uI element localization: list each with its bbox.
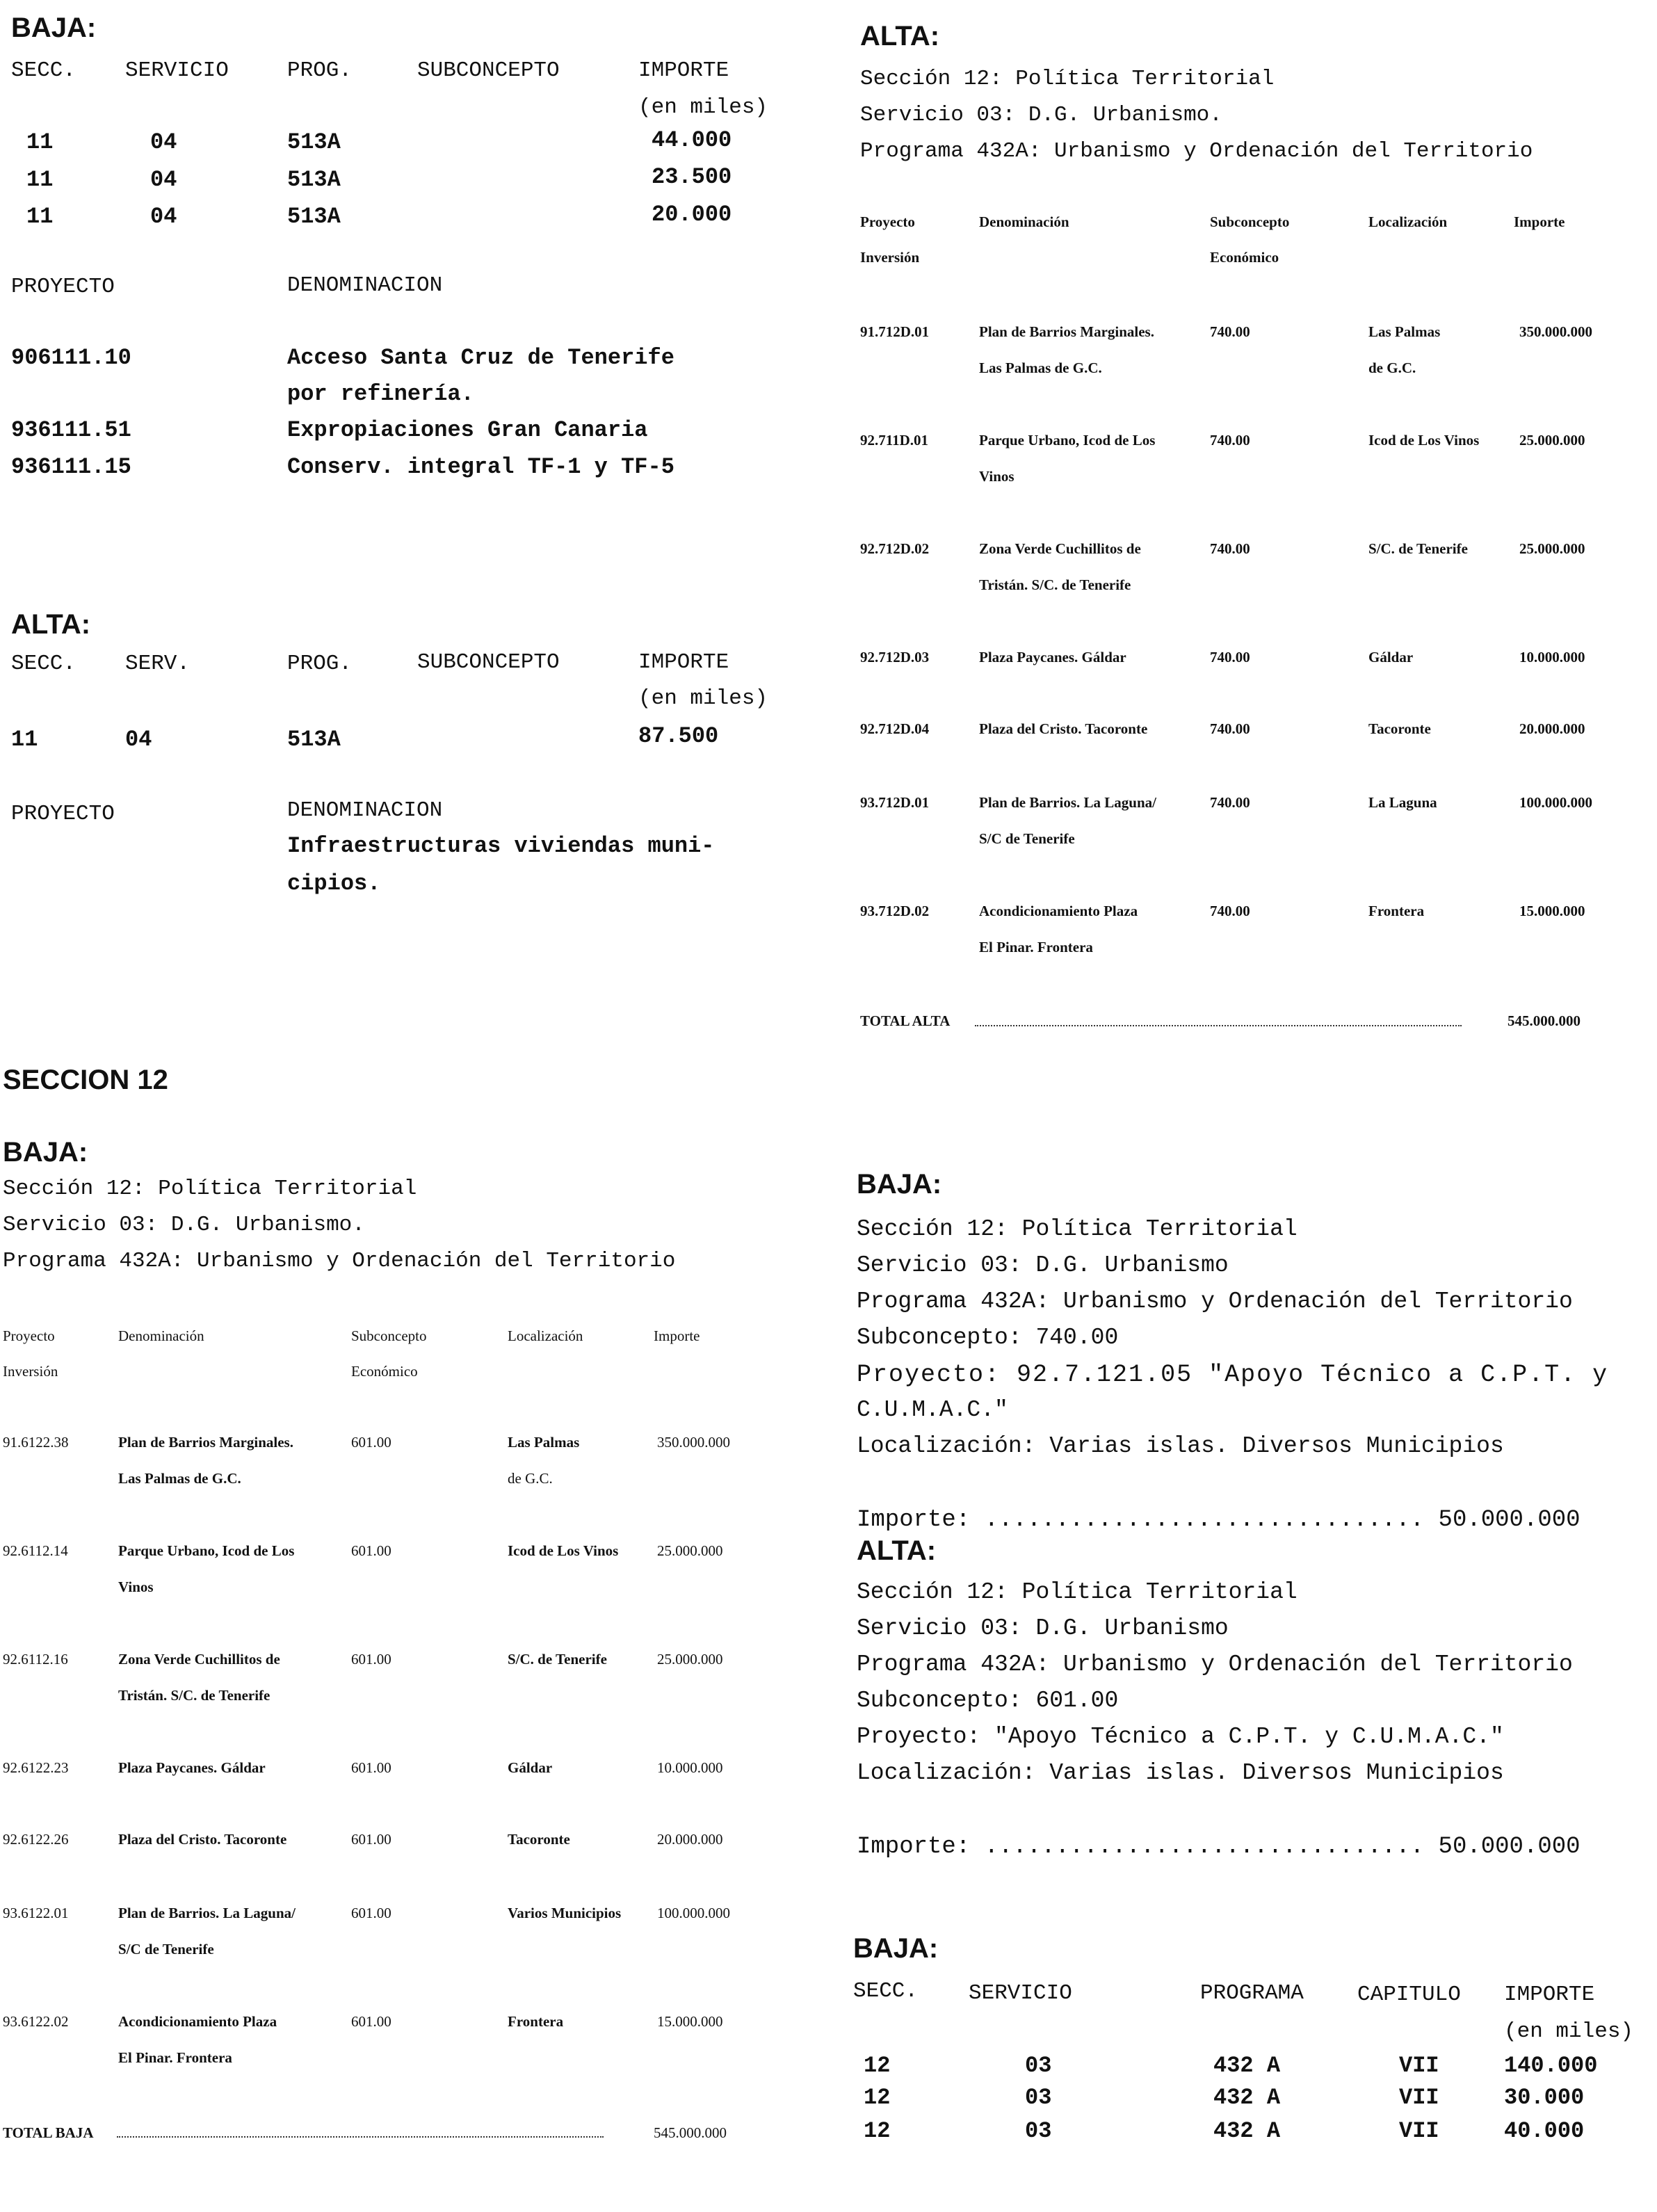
cell-localizacion: de G.C. (1368, 360, 1416, 376)
total-leader (975, 1025, 1462, 1026)
denominacion-label: DENOMINACION (287, 273, 443, 298)
cell-secc: 11 (26, 129, 54, 155)
cell-subconcepto: 601.00 (351, 1831, 391, 1848)
detail-line: Programa 432A: Urbanismo y Ordenación del Territorio (857, 1652, 1573, 1677)
col-header-secc: SECC. (11, 652, 76, 676)
programa-line: Programa 432A: Urbanismo y Ordenación del Territorio (860, 139, 1533, 163)
cell-localizacion: Gáldar (508, 1759, 553, 1776)
cell-denominacion: Vinos (979, 468, 1015, 485)
cell-localizacion: Icod de Los Vinos (1368, 432, 1480, 449)
cell-secc: 11 (26, 167, 54, 193)
cell-denominacion: Plaza Paycanes. Gáldar (118, 1759, 266, 1776)
baja-heading: BAJA: (3, 1137, 88, 1168)
col-header-importe: IMPORTE (638, 650, 729, 675)
cell-proyecto: 92.712D.03 (860, 649, 930, 665)
cell-importe: 350.000.000 (657, 1434, 730, 1451)
cell-denominacion: Zona Verde Cuchillitos de (979, 540, 1141, 557)
th-denominacion: Denominación (979, 213, 1069, 230)
cell-serv: 03 (1025, 2085, 1052, 2110)
cell-proyecto: 93.712D.01 (860, 794, 930, 811)
col-header-units: (en miles) (638, 95, 768, 120)
col-header-servicio: SERVICIO (125, 58, 229, 83)
cell-denominacion: Zona Verde Cuchillitos de (118, 1651, 280, 1668)
cell-denominacion: Parque Urbano, Icod de Los (118, 1542, 295, 1559)
th-localizacion: Localización (1368, 213, 1448, 230)
alta-heading: ALTA: (857, 1535, 937, 1566)
cell-localizacion: Las Palmas (1368, 323, 1441, 340)
detail-line: Subconcepto: 740.00 (857, 1325, 1119, 1350)
cell-denominacion: Las Palmas de G.C. (979, 360, 1102, 376)
col-header-servicio: SERVICIO (969, 1981, 1072, 2005)
th-economico: Económico (1210, 249, 1279, 266)
baja-heading: BAJA: (11, 13, 97, 43)
detail-line: C.U.M.A.C." (857, 1397, 1008, 1423)
cell-subconcepto: 601.00 (351, 1905, 391, 1921)
project-name: Conserv. integral TF-1 y TF-5 (287, 454, 674, 480)
importe-line: Importe: ............................... 50.000.000 (857, 1834, 1581, 1860)
cell-subconcepto: 601.00 (351, 1759, 391, 1776)
cell-importe: 44.000 (652, 127, 732, 153)
cell-proyecto: 92.6112.16 (3, 1651, 68, 1668)
col-header-subconcepto: SUBCONCEPTO (417, 58, 560, 83)
col-header-importe: IMPORTE (1504, 1983, 1595, 2007)
cell-serv: 04 (125, 727, 152, 752)
denominacion-text: Infraestructuras viviendas muni- (287, 833, 715, 859)
cell-localizacion: Tacoronte (508, 1831, 570, 1848)
cell-serv: 03 (1025, 2118, 1052, 2144)
cell-denominacion: Plaza del Cristo. Tacoronte (118, 1831, 287, 1848)
cell-importe: 15.000.000 (1519, 903, 1585, 919)
cell-subconcepto: 740.00 (1210, 540, 1250, 557)
project-code: 936111.15 (11, 454, 131, 480)
cell-denominacion: Tristán. S/C. de Tenerife (979, 576, 1131, 593)
proyecto-label: PROYECTO (11, 275, 115, 299)
cell-subconcepto: 601.00 (351, 1651, 391, 1668)
cell-importe: 87.500 (638, 723, 719, 749)
cell-subconcepto: 601.00 (351, 2013, 391, 2030)
total-value: 545.000.000 (1508, 1012, 1581, 1029)
seccion-line: Sección 12: Política Territorial (3, 1177, 417, 1201)
project-code: 906111.10 (11, 345, 131, 371)
cell-prog: 513A (287, 204, 341, 229)
cell-importe: 20.000.000 (1519, 720, 1585, 737)
cell-denominacion: Tristán. S/C. de Tenerife (118, 1687, 270, 1704)
cell-serv: 04 (150, 129, 177, 155)
cell-denominacion: Plaza del Cristo. Tacoronte (979, 720, 1148, 737)
cell-subconcepto: 740.00 (1210, 649, 1250, 665)
cell-denominacion: El Pinar. Frontera (118, 2049, 232, 2066)
alta-heading: ALTA: (11, 609, 91, 640)
cell-localizacion: Tacoronte (1368, 720, 1431, 737)
th-inversion: Inversión (3, 1363, 58, 1380)
cell-prog: 513A (287, 129, 341, 155)
th-inversion: Inversión (860, 249, 920, 266)
cell-importe: 20.000.000 (657, 1831, 723, 1848)
detail-line: Sección 12: Política Territorial (857, 1216, 1298, 1242)
cell-localizacion: de G.C. (508, 1470, 553, 1487)
detail-line: Localización: Varias islas. Diversos Municipios (857, 1760, 1504, 1786)
th-localizacion: Localización (508, 1327, 583, 1344)
th-denominacion: Denominación (118, 1327, 204, 1344)
cell-denominacion: Plaza Paycanes. Gáldar (979, 649, 1126, 665)
cell-proyecto: 92.6122.23 (3, 1759, 69, 1776)
cell-capitulo: VII (1399, 2085, 1439, 2110)
detail-line: Servicio 03: D.G. Urbanismo (857, 1252, 1229, 1278)
cell-localizacion: S/C. de Tenerife (508, 1651, 607, 1668)
detail-line: Proyecto: 92.7.121.05 "Apoyo Técnico a C.P.T. y (857, 1361, 1609, 1389)
cell-localizacion: Las Palmas (508, 1434, 580, 1451)
col-header-capitulo: CAPITULO (1357, 1983, 1461, 2007)
col-header-units: (en miles) (1504, 2019, 1634, 2044)
cell-prog: 513A (287, 727, 341, 752)
cell-subconcepto: 740.00 (1210, 323, 1250, 340)
cell-denominacion: S/C de Tenerife (118, 1941, 214, 1957)
col-header-importe: IMPORTE (638, 58, 729, 83)
detail-line: Proyecto: "Apoyo Técnico a C.P.T. y C.U.M.A.C." (857, 1724, 1504, 1750)
detail-line: Subconcepto: 601.00 (857, 1688, 1119, 1713)
th-importe: Importe (1514, 213, 1565, 230)
cell-localizacion: S/C. de Tenerife (1368, 540, 1468, 557)
total-leader (117, 2136, 604, 2138)
col-header-serv: SERV. (125, 652, 191, 676)
th-economico: Económico (351, 1363, 418, 1380)
cell-capitulo: VII (1399, 2118, 1439, 2144)
cell-capitulo: VII (1399, 2053, 1439, 2078)
cell-subconcepto: 740.00 (1210, 720, 1250, 737)
importe-line: Importe: ............................... 50.000.000 (857, 1507, 1581, 1533)
cell-importe: 30.000 (1504, 2085, 1585, 2110)
cell-secc: 12 (864, 2053, 891, 2078)
total-label: TOTAL ALTA (860, 1012, 951, 1029)
cell-importe: 23.500 (652, 164, 732, 190)
detail-line: Programa 432A: Urbanismo y Ordenación del Territorio (857, 1289, 1573, 1314)
total-value: 545.000.000 (654, 2124, 727, 2141)
cell-proyecto: 93.712D.02 (860, 903, 930, 919)
cell-denominacion: Acondicionamiento Plaza (979, 903, 1138, 919)
project-name: por refinería. (287, 381, 474, 407)
cell-localizacion: Icod de Los Vinos (508, 1542, 619, 1559)
detail-line: Localización: Varias islas. Diversos Municipios (857, 1433, 1504, 1459)
th-subconcepto: Subconcepto (1210, 213, 1290, 230)
servicio-line: Servicio 03: D.G. Urbanismo. (860, 103, 1222, 127)
cell-importe: 100.000.000 (657, 1905, 730, 1921)
cell-proyecto: 92.712D.02 (860, 540, 930, 557)
cell-programa: 432 A (1213, 2053, 1281, 2078)
total-label: TOTAL BAJA (3, 2124, 94, 2141)
detail-line: Sección 12: Política Territorial (857, 1579, 1298, 1605)
cell-denominacion: Acondicionamiento Plaza (118, 2013, 277, 2030)
cell-denominacion: S/C de Tenerife (979, 830, 1075, 847)
cell-proyecto: 91.6122.38 (3, 1434, 69, 1451)
col-header-secc: SECC. (11, 58, 76, 83)
cell-subconcepto: 601.00 (351, 1542, 391, 1559)
project-code: 936111.51 (11, 417, 131, 443)
cell-secc: 12 (864, 2118, 891, 2144)
th-proyecto: Proyecto (860, 213, 915, 230)
cell-importe: 25.000.000 (657, 1651, 723, 1668)
cell-importe: 100.000.000 (1519, 794, 1592, 811)
cell-serv: 04 (150, 167, 177, 193)
proyecto-label: PROYECTO (11, 802, 115, 826)
cell-denominacion: Vinos (118, 1579, 154, 1595)
cell-importe: 25.000.000 (657, 1542, 723, 1559)
servicio-line: Servicio 03: D.G. Urbanismo. (3, 1213, 365, 1237)
seccion-line: Sección 12: Política Territorial (860, 67, 1275, 91)
cell-serv: 04 (150, 204, 177, 229)
col-header-programa: PROGRAMA (1200, 1981, 1304, 2005)
th-importe: Importe (654, 1327, 700, 1344)
col-header-subconcepto: SUBCONCEPTO (417, 650, 560, 675)
cell-subconcepto: 601.00 (351, 1434, 391, 1451)
cell-denominacion: Plan de Barrios Marginales. (118, 1434, 293, 1451)
cell-programa: 432 A (1213, 2118, 1281, 2144)
cell-proyecto: 92.712D.04 (860, 720, 930, 737)
cell-prog: 513A (287, 167, 341, 193)
denominacion-label: DENOMINACION (287, 798, 443, 823)
alta-heading: ALTA: (860, 21, 940, 51)
cell-importe: 10.000.000 (657, 1759, 723, 1776)
col-header-units: (en miles) (638, 686, 768, 711)
col-header-prog: PROG. (287, 652, 353, 676)
cell-secc: 12 (864, 2085, 891, 2110)
cell-importe: 25.000.000 (1519, 432, 1585, 449)
cell-localizacion: La Laguna (1368, 794, 1437, 811)
cell-importe: 140.000 (1504, 2053, 1598, 2078)
cell-localizacion: Varios Municipios (508, 1905, 622, 1921)
cell-subconcepto: 740.00 (1210, 794, 1250, 811)
cell-proyecto: 92.6122.26 (3, 1831, 69, 1848)
cell-serv: 03 (1025, 2053, 1052, 2078)
cell-importe: 40.000 (1504, 2118, 1585, 2144)
cell-secc: 11 (11, 727, 38, 752)
programa-line: Programa 432A: Urbanismo y Ordenación del Territorio (3, 1249, 676, 1273)
cell-localizacion: Gáldar (1368, 649, 1414, 665)
cell-denominacion: Parque Urbano, Icod de Los (979, 432, 1156, 449)
cell-proyecto: 93.6122.01 (3, 1905, 69, 1921)
col-header-prog: PROG. (287, 58, 353, 83)
denominacion-text: cipios. (287, 871, 381, 896)
cell-importe: 25.000.000 (1519, 540, 1585, 557)
cell-proyecto: 92.711D.01 (860, 432, 929, 449)
cell-subconcepto: 740.00 (1210, 432, 1250, 449)
cell-denominacion: Plan de Barrios. La Laguna/ (979, 794, 1156, 811)
section-title: SECCION 12 (3, 1065, 168, 1095)
th-subconcepto: Subconcepto (351, 1327, 427, 1344)
cell-proyecto: 93.6122.02 (3, 2013, 69, 2030)
col-header-secc: SECC. (853, 1979, 919, 2003)
cell-programa: 432 A (1213, 2085, 1281, 2110)
cell-proyecto: 92.6112.14 (3, 1542, 68, 1559)
cell-importe: 10.000.000 (1519, 649, 1585, 665)
project-name: Acceso Santa Cruz de Tenerife (287, 345, 674, 371)
cell-importe: 15.000.000 (657, 2013, 723, 2030)
cell-subconcepto: 740.00 (1210, 903, 1250, 919)
cell-denominacion: El Pinar. Frontera (979, 939, 1093, 955)
cell-secc: 11 (26, 204, 54, 229)
cell-importe: 20.000 (652, 202, 732, 227)
baja-heading: BAJA: (857, 1169, 942, 1200)
cell-importe: 350.000.000 (1519, 323, 1592, 340)
cell-denominacion: Plan de Barrios Marginales. (979, 323, 1154, 340)
cell-proyecto: 91.712D.01 (860, 323, 930, 340)
project-name: Expropiaciones Gran Canaria (287, 417, 648, 443)
th-proyecto: Proyecto (3, 1327, 55, 1344)
cell-localizacion: Frontera (508, 2013, 564, 2030)
detail-line: Servicio 03: D.G. Urbanismo (857, 1615, 1229, 1641)
cell-localizacion: Frontera (1368, 903, 1425, 919)
baja-heading: BAJA: (853, 1933, 939, 1964)
cell-denominacion: Plan de Barrios. La Laguna/ (118, 1905, 296, 1921)
cell-denominacion: Las Palmas de G.C. (118, 1470, 241, 1487)
